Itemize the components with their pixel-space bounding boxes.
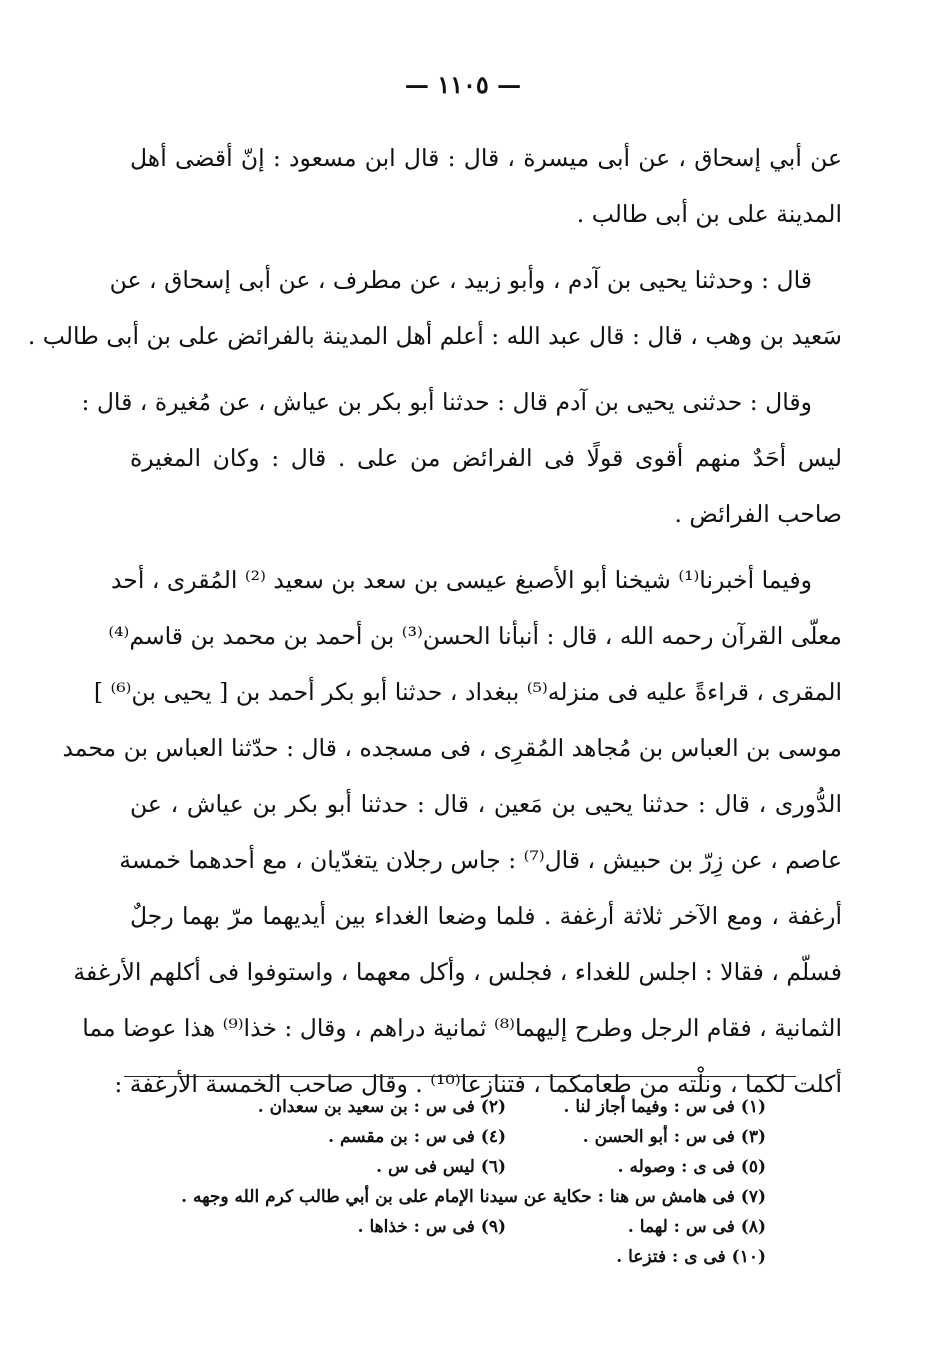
footnote-1: (١) فى س : وفيما أجاز لنا . — [563, 1097, 766, 1117]
footnote-divider — [124, 1076, 796, 1077]
text-line: الثمانية ، فقام الرجل وطرح إليهما⁽⁸⁾ ثمانية دراهم ، وقال : خذا⁽⁹⁾ هذا عوضا مما — [82, 1014, 842, 1042]
text-line: الدُّورى ، قال : حدثنا يحيى بن مَعين ، قال : حدثنا أبو بكر بن عياش ، عن — [130, 790, 842, 818]
footnote-3: (٣) فى س : أبو الحسن . — [582, 1127, 766, 1147]
text-line: فسلّم ، فقالا : اجلس للغداء ، فجلس ، وأكل معهما ، واستوفوا فى أكلهم الأرغفة — [73, 958, 842, 986]
page-number: — ١١٠٥ — — [404, 70, 522, 99]
footnote-8: (٨) فى س : لهما . — [627, 1217, 766, 1237]
text-line: وفيما أخبرنا⁽¹⁾ شيخنا أبو الأصبغ عيسى بن سعد بن سعيد ⁽²⁾ المُقرى ، أحد — [110, 566, 812, 594]
footnote-row — [146, 1212, 766, 1242]
footnote-10: (١٠) فى ى : فتزعا . — [616, 1247, 766, 1267]
text-line: موسى بن العباس بن مُجاهد المُقرِى ، فى مسجده ، قال : حدّثنا العباس بن محمد — [62, 734, 842, 762]
footnotes — [146, 1092, 766, 1272]
text-line: معلّى القرآن رحمه الله ، قال : أنبأنا الحسن⁽³⁾ بن أحمد بن محمد بن قاسم⁽⁴⁾ — [108, 622, 842, 650]
text-line: أكلت لكما ، ونلْته من طعامكما ، فتنازعا⁽¹⁰⁾ . وقال صاحب الخمسة الأرغفة : — [114, 1070, 842, 1098]
paragraph-2 — [27, 252, 842, 364]
text-line: سَعيد بن وهب ، قال : قال عبد الله : أعلم أهل المدينة بالفرائض على بن أبى طالب . — [27, 322, 842, 350]
footnote-6: (٦) ليس فى س . — [376, 1157, 506, 1177]
text-line: قال : وحدثنا يحيى بن آدم ، وأبو زبيد ، عن مطرف ، عن أبى إسحاق ، عن — [109, 266, 812, 294]
text-line: عن أبي إسحاق ، عن أبى ميسرة ، قال : قال ابن مسعود : إنّ أقضى أهل — [130, 144, 842, 172]
footnote-4: (٤) فى س : بن مقسم . — [328, 1127, 506, 1147]
footnote-9: (٩) فى س : خذاها . — [357, 1217, 506, 1237]
footnote-2: (٢) فى س : بن سعيد بن سعدان . — [257, 1097, 506, 1117]
footnote-row — [146, 1122, 766, 1152]
paragraph-3 — [81, 374, 842, 542]
footnote-row — [146, 1152, 766, 1182]
footnote-row — [146, 1092, 766, 1122]
text-line: المدينة على بن أبى طالب . — [576, 200, 842, 228]
paragraph-1 — [130, 130, 842, 242]
main-text — [27, 130, 842, 1122]
text-line: المقرى ، قراءةً عليه فى منزله⁽⁵⁾ ببغداد ، حدثنا أبو بكر أحمد بن [ يحيى بن⁽⁶⁾ ] — [93, 678, 842, 706]
text-line: وقال : حدثنى يحيى بن آدم قال : حدثنا أبو بكر بن عياش ، عن مُغيرة ، قال : — [81, 388, 812, 416]
text-line: أرغفة ، ومع الآخر ثلاثة أرغفة . فلما وضعا الغداء بين أيديهما مرّ بهما رجلٌ — [130, 902, 842, 930]
footnote-5: (٥) فى ى : وصوله . — [617, 1157, 766, 1177]
text-line: عاصم ، عن زِرّ بن حبيش ، قال⁽⁷⁾ : جاس رجلان يتغدّيان ، مع أحدهما خمسة — [119, 846, 842, 874]
paragraph-4 — [62, 552, 842, 1112]
text-line: صاحب الفرائض . — [674, 500, 842, 528]
footnote-7: (٧) فى هامش س هنا : حكاية عن سيدنا الإمام على بن أبي طالب كرم الله وجهه . — [181, 1187, 766, 1207]
text-line: ليس أحَدٌ منهم أقوى قولًا فى الفرائض من على . قال : وكان المغيرة — [130, 444, 842, 472]
